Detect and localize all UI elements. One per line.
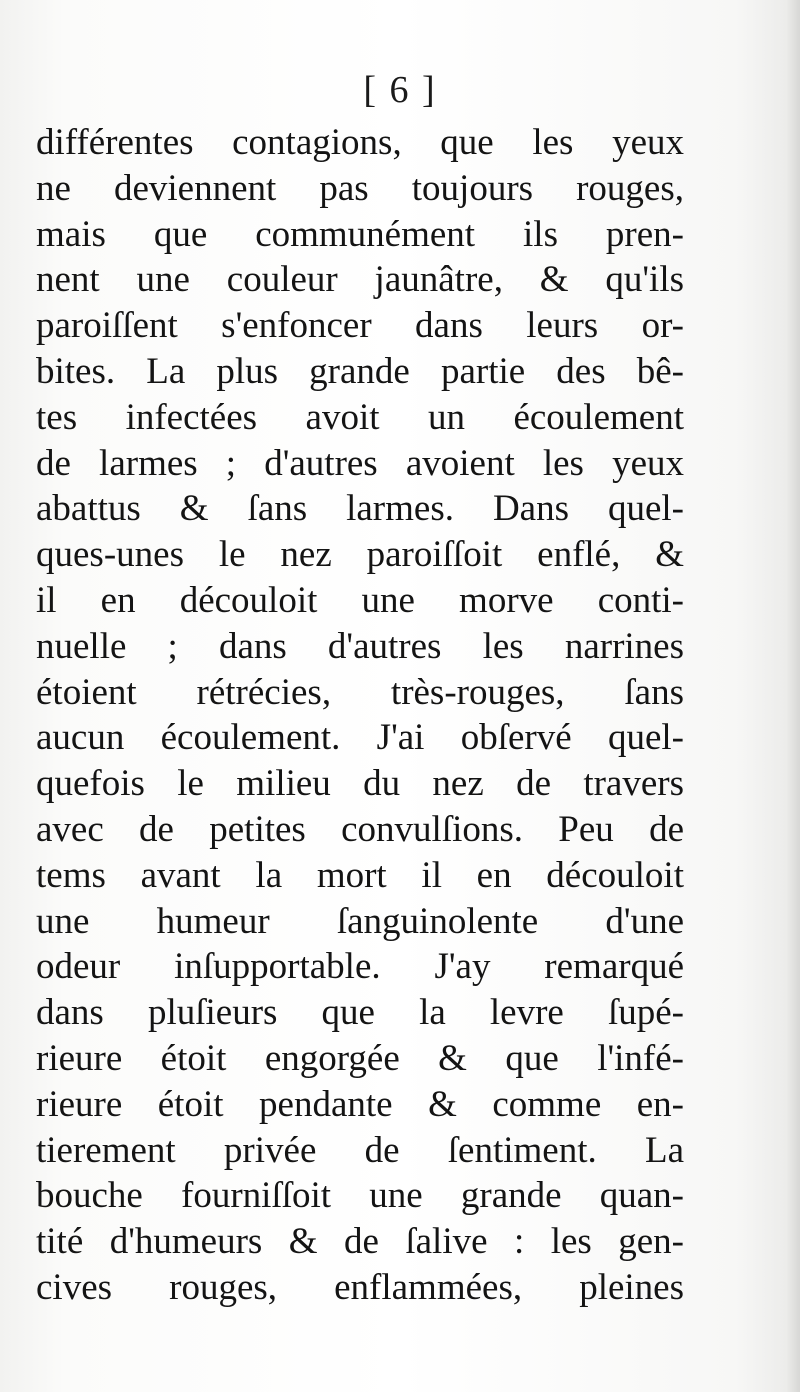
text-line: une humeur ſanguinolente d'une — [36, 900, 684, 942]
text-line: rieure étoit engorgée & que l'infé- — [36, 1037, 684, 1079]
text-line: bouche fourniſſoit une grande quan- — [36, 1175, 684, 1217]
text-line: dans pluſieurs que la levre ſupé- — [36, 992, 684, 1034]
text-line: bites. La plus grande partie des bê- — [36, 350, 684, 392]
text-line: cives rouges, enflammées, pleines — [36, 1266, 684, 1308]
text-line: odeur inſupportable. J'ay remarqué — [36, 946, 684, 988]
page-edge-shadow — [786, 0, 800, 1392]
text-line: aucun écoulement. J'ai obſervé quel- — [36, 717, 684, 759]
text-line: différentes contagions, que les yeux — [36, 122, 684, 163]
text-line: de larmes ; d'autres avoient les yeux — [36, 442, 684, 484]
text-line: rieure étoit pendante & comme en- — [36, 1083, 684, 1125]
text-line: avec de petites convulſions. Peu de — [36, 808, 684, 850]
text-line: étoient rétrécies, très-rouges, ſans — [36, 671, 684, 713]
text-line: mais que communément ils pren- — [36, 213, 684, 255]
text-line: paroiſſent s'enfoncer dans leurs or- — [36, 305, 684, 347]
text-line: tes infectées avoit un écoulement — [36, 396, 684, 438]
body-text — [36, 120, 684, 1311]
text-line: tems avant la mort il en découloit — [36, 854, 684, 896]
text-line: ques-unes le nez paroiſſoit enflé, & — [36, 534, 684, 576]
text-line: nuelle ; dans d'autres les narrines — [36, 625, 684, 667]
text-line: quefois le milieu du nez de travers — [36, 763, 684, 805]
text-line: il en découloit une morve conti- — [36, 579, 684, 621]
text-line: tité d'humeurs & de ſalive : les gen- — [36, 1221, 684, 1263]
text-line: ne deviennent pas toujours rouges, — [36, 167, 684, 209]
text-line: nent une couleur jaunâtre, & qu'ils — [36, 259, 684, 301]
page-number-header: [ 6 ] — [363, 69, 437, 111]
text-line: abattus & ſans larmes. Dans quel- — [36, 488, 684, 530]
text-line: tierement privée de ſentiment. La — [36, 1129, 684, 1171]
